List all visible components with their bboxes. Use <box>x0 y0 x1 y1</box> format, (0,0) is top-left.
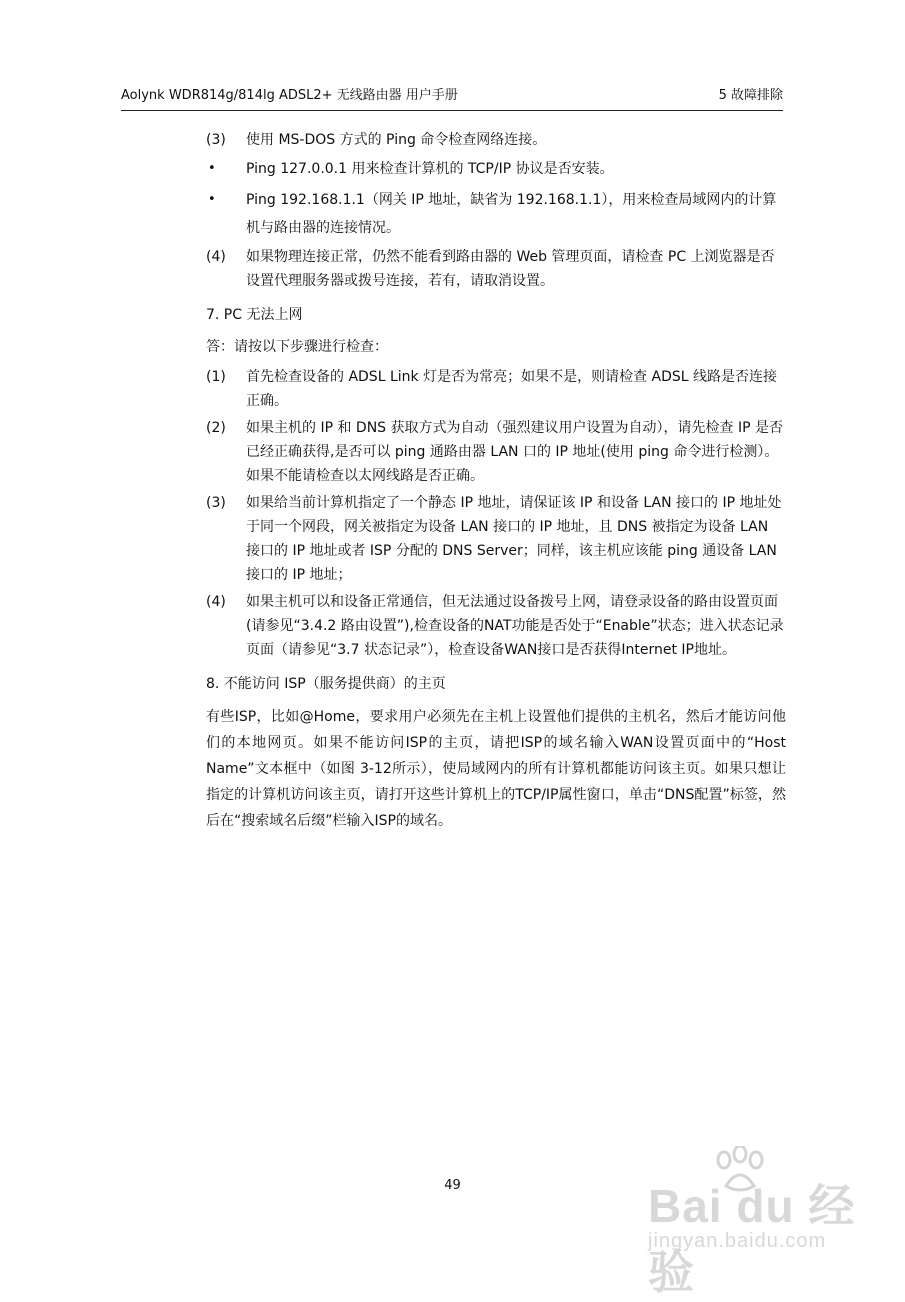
list-item <box>206 491 786 587</box>
item-text: Ping 127.0.0.1 用来检查计算机的 TCP/IP 协议是否安装。 <box>246 161 614 177</box>
item-text: 首先检查设备的 ADSL Link 灯是否为常亮；如果不是，则请检查 ADSL 线路是否连接正确。 <box>246 369 778 409</box>
item-text: 使用 MS-DOS 方式的 Ping 命令检查网络连接。 <box>246 132 547 148</box>
list-item <box>206 590 786 662</box>
item-number: (4) <box>206 594 226 610</box>
bullet-icon: • <box>208 161 216 176</box>
list-item <box>206 128 786 152</box>
section-heading: 7. PC 无法上网 <box>206 307 303 323</box>
item-number: (4) <box>206 249 226 265</box>
list-item <box>206 365 786 413</box>
bullet-icon: • <box>208 192 216 207</box>
item-text: 如果主机可以和设备正常通信，但无法通过设备拨号上网，请登录设备的路由设置页面(请参见“3.4.2 路由设置”),检查设备的NAT功能是否处于“Enable”状态；进入状态记录页面（请参见“3.7 状态记录”），检查设备WAN接口是否获得Internet IP地址。 <box>246 594 784 658</box>
item-text: Ping 192.168.1.1（网关 IP 地址，缺省为 192.168.1.1），用来检查局域网内的计算机与路由器的连接情况。 <box>246 192 777 236</box>
section-heading: 8. 不能访问 ISP（服务提供商）的主页 <box>206 676 446 692</box>
watermark-url: jingyan.baidu.com <box>648 1230 827 1252</box>
item-number: (3) <box>206 132 226 148</box>
watermark-brand: Bai du 经验 <box>648 1180 856 1298</box>
list-item <box>206 245 786 293</box>
page-number: 49 <box>444 1178 461 1193</box>
item-text: 如果给当前计算机指定了一个静态 IP 地址，请保证该 IP 和设备 LAN 接口的 IP 地址处于同一个网段，网关被指定为设备 LAN 接口的 IP 地址，且 DNS 被指定为设备 LAN 接口的 IP 地址或者 ISP 分配的 DNS Server；同样，该主机应该能 ping 通设备 LAN 接口的 IP 地址； <box>246 495 782 583</box>
header-chapter: 5 故障排除 <box>718 88 783 103</box>
list-item <box>206 416 786 488</box>
page-content <box>206 128 786 834</box>
answer-intro: 答：请按以下步骤进行检查： <box>206 339 388 355</box>
item-text: 如果物理连接正常，仍然不能看到路由器的 Web 管理页面，请检查 PC 上浏览器是否设置代理服务器或拨号连接，若有，请取消设置。 <box>246 249 775 289</box>
item-number: (1) <box>206 369 226 385</box>
item-number: (3) <box>206 495 226 511</box>
item-text: 如果主机的 IP 和 DNS 获取方式为自动（强烈建议用户设置为自动），请先检查 IP 是否已经正确获得,是否可以 ping 通路由器 LAN 口的 IP 地址(使用 ping 命令进行检测）。如果不能请检查以太网线路是否正确。 <box>246 420 783 484</box>
header-title: Aolynk WDR814g/814lg ADSL2+ 无线路由器 用户手册 <box>121 88 458 103</box>
list-item <box>206 155 786 183</box>
body-paragraph: 有些ISP，比如@Home，要求用户必须先在主机上设置他们提供的主机名，然后才能访问他们的本地网页。如果不能访问ISP的主页，请把ISP的域名输入WAN设置页面中的“Host Name”文本框中（如图 3-12所示），使局域网内的所有计算机都能访问该主页。如果只想让指定的计算机访问该主页，请打开这些计算机上的TCP/IP属性窗口，单击“DNS配置”标签，然后在“搜索域名后缀”栏输入ISP的域名。 <box>206 709 786 829</box>
item-number: (2) <box>206 420 226 436</box>
list-item <box>206 186 786 242</box>
baidu-jingyan-watermark <box>640 1150 870 1298</box>
page-header <box>121 86 783 111</box>
